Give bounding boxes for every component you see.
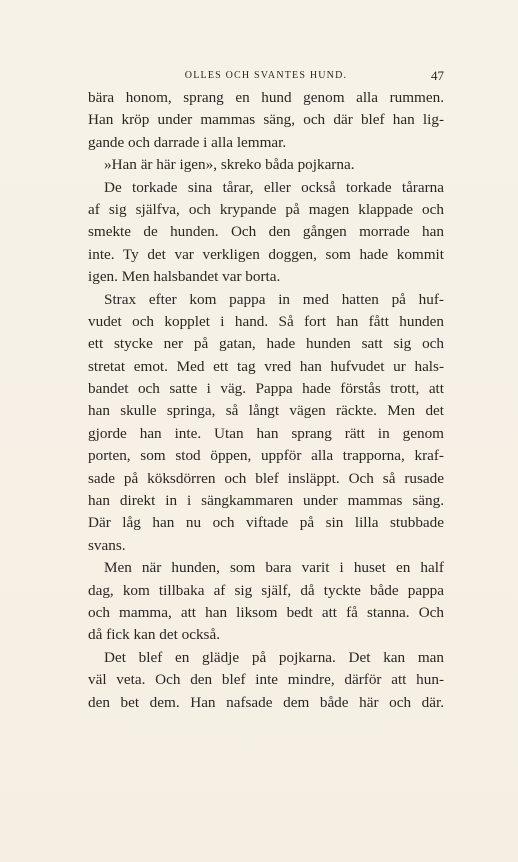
text-line: porten, som stod öppen, uppför alla trapporna, kraf-: [88, 447, 444, 465]
text-line: »Han är här igen», skreko båda pojkarna.: [104, 156, 355, 174]
text-line: bära honom, sprang en hund genom alla rummen.: [88, 89, 444, 106]
text-line: De torkade sina tårar, eller också torkade tårarna: [104, 178, 444, 196]
text-line: stretat emot. Med ett tag vred han hufvudet ur hals-: [88, 357, 444, 375]
text-line: igen. Men halsbandet var borta.: [88, 268, 281, 286]
body-text: [88, 87, 444, 714]
text-line: och mamma, att han liksom bedt att få stanna. Och: [88, 603, 444, 621]
text-line: svans.: [88, 536, 126, 554]
text-line: Där låg han nu och viftade på sin lilla stubbade: [88, 514, 444, 532]
text-line: han direkt in i sängkammaren under mammas säng.: [88, 492, 444, 510]
text-line: Strax efter kom pappa in med hatten på huf-: [104, 290, 444, 308]
text-line: vudet och kopplet i hand. Så fort han fått hunden: [88, 312, 444, 330]
text-line: då fick kan det också.: [88, 626, 220, 644]
text-line: ett stycke ner på gatan, hade hunden satt sig och: [88, 335, 444, 353]
running-title: OLLES OCH SVANTES HUND.: [184, 70, 348, 81]
text-line: han skulle springa, så långt vägen räckte. Men det: [88, 402, 444, 420]
page-number: 47: [431, 68, 444, 83]
text-line: bandet och satte i väg. Pappa hade förstås trott, att: [88, 380, 444, 398]
text-line: gande och darrade i alla lemmar.: [88, 133, 287, 151]
text-line: dag, kom tillbaka af sig själf, då tyckte både pappa: [88, 581, 444, 599]
running-head: [88, 68, 444, 84]
text-line: Han kröp under mammas säng, och där blef han lig-: [88, 111, 444, 129]
text-line: Det blef en glädje på pojkarna. Det kan man: [104, 648, 444, 666]
text-line: sade på köksdörren och blef insläppt. Och så rusade: [88, 469, 444, 487]
text-line: inte. Ty det var verkligen doggen, som hade kommit: [88, 245, 444, 263]
text-line: den bet dem. Han nafsade dem både här och där.: [88, 693, 444, 711]
text-line: Men när hunden, som bara varit i huset en half: [104, 559, 444, 577]
text-line: gjorde han inte. Utan han sprang rätt in genom: [88, 424, 444, 442]
text-line: af sig själfva, och krypande på magen klappade och: [88, 200, 444, 218]
text-line: väl veta. Och den blef inte mindre, därför att hun-: [88, 671, 444, 689]
text-line: smekte de hunden. Och den gången morrade han: [88, 223, 444, 241]
